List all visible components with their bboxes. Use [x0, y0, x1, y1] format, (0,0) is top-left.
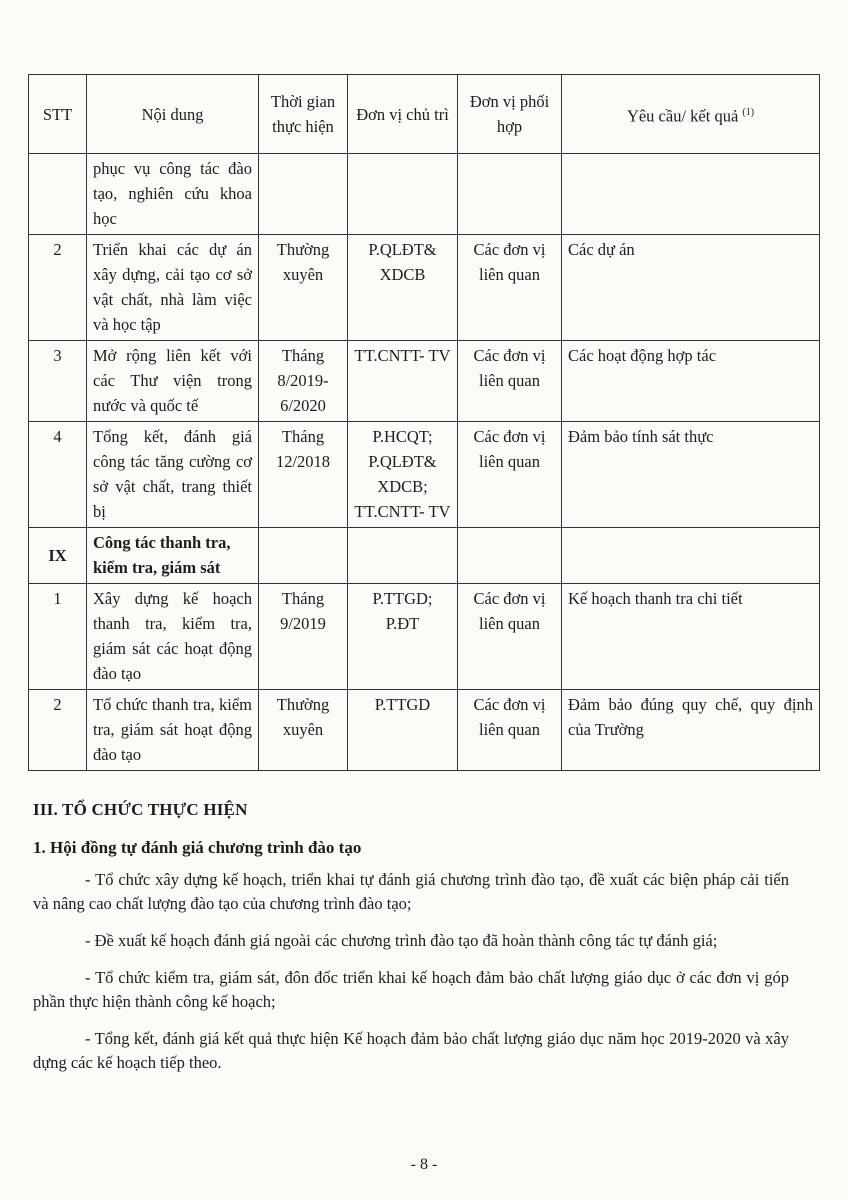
cell-content: phục vụ công tác đào tạo, nghiên cứu khoa học	[87, 154, 259, 235]
plan-table	[28, 74, 820, 771]
cell-result: Đảm bảo tính sát thực	[562, 422, 820, 528]
header-time: Thời gian thực hiện	[259, 75, 348, 154]
cell-lead-unit: TT.CNTT- TV	[348, 341, 458, 422]
body-text	[33, 868, 789, 1088]
cell-stt: IX	[29, 528, 87, 584]
cell-lead-unit: P.TTGD	[348, 690, 458, 771]
cell-time: Thường xuyên	[259, 690, 348, 771]
table-row	[29, 690, 820, 771]
table-row	[29, 422, 820, 528]
cell-lead-unit: P.QLĐT& XDCB	[348, 235, 458, 341]
section-heading: III. TỔ CHỨC THỰC HIỆN	[33, 800, 248, 819]
cell-result: Các hoạt động hợp tác	[562, 341, 820, 422]
paragraph: - Đề xuất kế hoạch đánh giá ngoài các chương trình đào tạo đã hoàn thành công tác tự đánh giá;	[85, 931, 718, 950]
cell-time: Tháng 9/2019	[259, 584, 348, 690]
cell-coop-unit: Các đơn vị liên quan	[458, 690, 562, 771]
cell-lead-unit: P.HCQT; P.QLĐT& XDCB; TT.CNTT- TV	[348, 422, 458, 528]
cell-stt: 4	[29, 422, 87, 528]
table-header-row	[29, 75, 820, 154]
cell-coop-unit: Các đơn vị liên quan	[458, 235, 562, 341]
cell-lead-unit	[348, 154, 458, 235]
cell-coop-unit	[458, 154, 562, 235]
cell-coop-unit: Các đơn vị liên quan	[458, 422, 562, 528]
header-stt: STT	[29, 75, 87, 154]
cell-content: Xây dựng kế hoạch thanh tra, kiểm tra, giám sát các hoạt động đào tạo	[87, 584, 259, 690]
cell-result: Các dự án	[562, 235, 820, 341]
cell-time: Thường xuyên	[259, 235, 348, 341]
header-lead-unit: Đơn vị chủ trì	[348, 75, 458, 154]
header-content: Nội dung	[87, 75, 259, 154]
subsection-heading: 1. Hội đồng tự đánh giá chương trình đào tạo	[33, 838, 362, 857]
cell-content: Tổng kết, đánh giá công tác tăng cường cơ sở vật chất, trang thiết bị	[87, 422, 259, 528]
cell-result	[562, 154, 820, 235]
table-row	[29, 235, 820, 341]
cell-stt: 3	[29, 341, 87, 422]
table-section-row	[29, 528, 820, 584]
table-row	[29, 341, 820, 422]
cell-time: Tháng 8/2019- 6/2020	[259, 341, 348, 422]
header-result	[562, 75, 820, 154]
cell-result	[562, 528, 820, 584]
cell-lead-unit: P.TTGD; P.ĐT	[348, 584, 458, 690]
cell-stt: 1	[29, 584, 87, 690]
cell-lead-unit	[348, 528, 458, 584]
cell-result: Đảm bảo đúng quy chế, quy định của Trường	[562, 690, 820, 771]
cell-coop-unit: Các đơn vị liên quan	[458, 341, 562, 422]
header-coop-unit: Đơn vị phối hợp	[458, 75, 562, 154]
table-row	[29, 584, 820, 690]
cell-content: Mở rộng liên kết với các Thư viện trong nước và quốc tế	[87, 341, 259, 422]
table-row	[29, 154, 820, 235]
cell-stt: 2	[29, 690, 87, 771]
cell-coop-unit: Các đơn vị liên quan	[458, 584, 562, 690]
cell-time: Tháng 12/2018	[259, 422, 348, 528]
paragraph: - Tổ chức xây dựng kế hoạch, triển khai tự đánh giá chương trình đào tạo, đề xuất các biện pháp cải tiến và nâng cao chất lượng đào tạo của chương trình đào tạo;	[33, 870, 789, 913]
header-result-footnote: (1)	[742, 106, 755, 118]
paragraph: - Tổ chức kiểm tra, giám sát, đôn đốc triển khai kế hoạch đảm bảo chất lượng giáo dục ở các đơn vị góp phần thực hiện thành công kế hoạch;	[33, 968, 789, 1011]
cell-content: Triển khai các dự án xây dựng, cải tạo cơ sở vật chất, nhà làm việc và học tập	[87, 235, 259, 341]
cell-content: Tổ chức thanh tra, kiểm tra, giám sát hoạt động đào tạo	[87, 690, 259, 771]
paragraph: - Tổng kết, đánh giá kết quả thực hiện Kế hoạch đảm bảo chất lượng giáo dục năm học 2019-2020 và xây dựng các kế hoạch tiếp theo.	[33, 1029, 789, 1072]
cell-time	[259, 154, 348, 235]
cell-content: Công tác thanh tra, kiểm tra, giám sát	[87, 528, 259, 584]
cell-time	[259, 528, 348, 584]
cell-stt: 2	[29, 235, 87, 341]
header-result-label: Yêu cầu/ kết quả	[626, 106, 739, 126]
cell-result: Kế hoạch thanh tra chi tiết	[562, 584, 820, 690]
page-number: - 8 -	[410, 1156, 438, 1173]
cell-coop-unit	[458, 528, 562, 584]
cell-stt	[29, 154, 87, 235]
